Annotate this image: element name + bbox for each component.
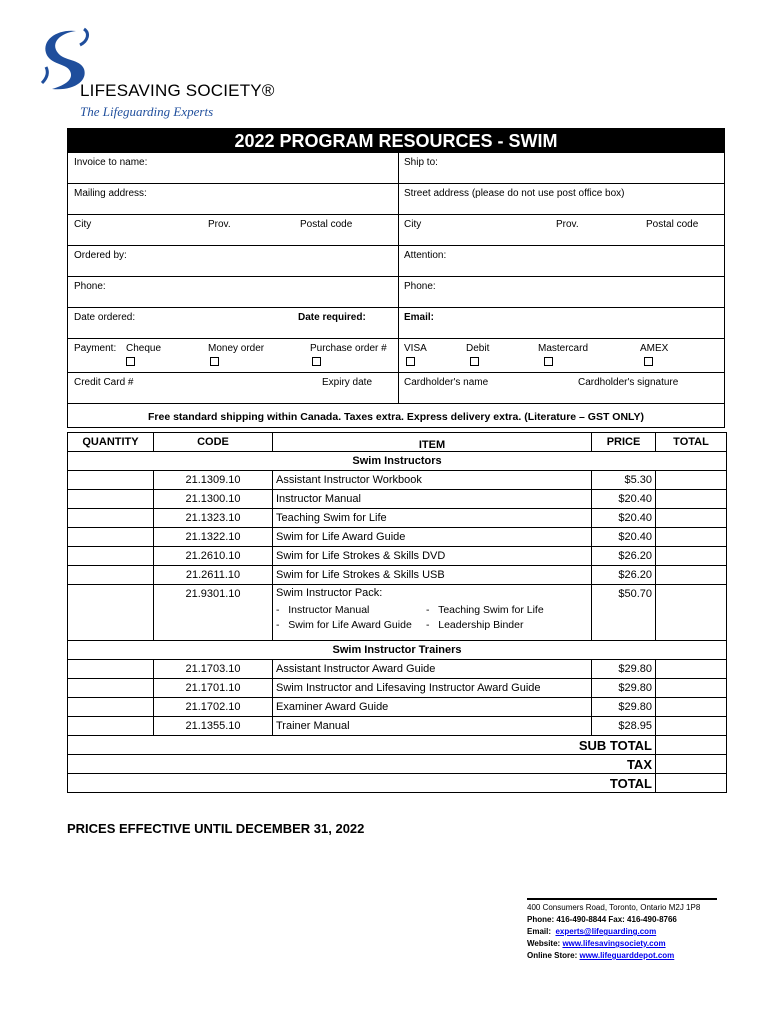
pack-contents: - Instructor Manual - Swim for Life Award Guide - Teaching Swim for Life - Leadership Binder bbox=[276, 604, 544, 631]
ship-prov-field[interactable]: Prov. bbox=[556, 219, 579, 230]
city-field[interactable]: City bbox=[74, 219, 92, 230]
cheque-checkbox[interactable] bbox=[126, 357, 135, 366]
contact-phone-fax: Phone: 416-490-8844 Fax: 416-490-8766 bbox=[527, 915, 677, 924]
purchase-order-label: Purchase order # bbox=[310, 343, 387, 354]
street-address-field[interactable]: Street address (please do not use post office box) bbox=[404, 188, 625, 199]
total-cell[interactable] bbox=[656, 471, 727, 490]
total-label: TOTAL bbox=[68, 774, 656, 793]
price-cell: $20.40 bbox=[592, 490, 656, 509]
pack-item: Instructor Manual bbox=[288, 604, 370, 616]
code-cell: 21.9301.10 bbox=[154, 585, 273, 641]
total-cell[interactable] bbox=[656, 566, 727, 585]
ship-city-field[interactable]: City bbox=[404, 219, 422, 230]
code-cell: 21.2610.10 bbox=[154, 547, 273, 566]
subtotal-label: SUB TOTAL bbox=[68, 736, 656, 755]
money-order-label: Money order bbox=[208, 343, 265, 354]
form-row-shipping-note bbox=[67, 404, 725, 428]
form-row-dates bbox=[67, 308, 725, 339]
form-row-credit-card bbox=[67, 373, 725, 404]
quantity-cell[interactable] bbox=[68, 528, 154, 547]
ship-postal-code-field[interactable]: Postal code bbox=[646, 219, 699, 230]
price-cell: $26.20 bbox=[592, 547, 656, 566]
pack-title: Swim Instructor Pack: bbox=[276, 587, 383, 599]
item-cell: Teaching Swim for Life bbox=[273, 509, 592, 528]
price-cell: $29.80 bbox=[592, 698, 656, 717]
contact-address: 400 Consumers Road, Toronto, Ontario M2J 1P8 bbox=[527, 903, 701, 912]
expiry-date-field[interactable]: Expiry date bbox=[322, 377, 373, 388]
header-quantity: QUANTITY bbox=[68, 433, 154, 452]
mastercard-label: Mastercard bbox=[538, 343, 589, 354]
total-cell[interactable] bbox=[656, 528, 727, 547]
price-cell: $29.80 bbox=[592, 679, 656, 698]
date-required-field[interactable]: Date required: bbox=[298, 312, 366, 323]
code-cell: 21.1702.10 bbox=[154, 698, 273, 717]
table-row bbox=[68, 528, 727, 547]
item-cell bbox=[273, 585, 592, 641]
postal-code-field[interactable]: Postal code bbox=[300, 219, 353, 230]
price-cell: $26.20 bbox=[592, 566, 656, 585]
section-swim-instructor-trainers: Swim Instructor Trainers bbox=[68, 641, 727, 660]
form-row-invoice bbox=[67, 153, 725, 184]
logo-name: LIFESAVING SOCIETY® bbox=[80, 81, 275, 100]
prov-field[interactable]: Prov. bbox=[208, 219, 231, 230]
price-cell: $29.80 bbox=[592, 660, 656, 679]
header-total: TOTAL bbox=[656, 433, 727, 452]
quantity-cell[interactable] bbox=[68, 547, 154, 566]
phone-field[interactable]: Phone: bbox=[74, 281, 106, 292]
order-form bbox=[67, 153, 725, 428]
tax-label: TAX bbox=[68, 755, 656, 774]
total-cell[interactable] bbox=[656, 698, 727, 717]
table-row bbox=[68, 509, 727, 528]
cardholder-signature-field[interactable]: Cardholder's signature bbox=[578, 377, 679, 388]
store-link[interactable]: www.lifeguarddepot.com bbox=[579, 951, 675, 960]
mastercard-checkbox[interactable] bbox=[544, 357, 553, 366]
quantity-cell[interactable] bbox=[68, 585, 154, 641]
item-cell: Assistant Instructor Award Guide bbox=[273, 660, 592, 679]
website-label: Website: bbox=[527, 939, 561, 948]
table-row bbox=[68, 679, 727, 698]
subtotal-cell[interactable] bbox=[656, 736, 727, 755]
debit-checkbox[interactable] bbox=[470, 357, 479, 366]
email-link[interactable]: experts@lifeguarding.com bbox=[555, 927, 657, 936]
visa-label: VISA bbox=[404, 343, 427, 354]
table-row bbox=[68, 698, 727, 717]
section-row bbox=[68, 452, 727, 471]
prices-effective-note: PRICES EFFECTIVE UNTIL DECEMBER 31, 2022 bbox=[67, 821, 365, 836]
item-cell: Trainer Manual bbox=[273, 717, 592, 736]
table-row bbox=[68, 490, 727, 509]
code-cell: 21.1309.10 bbox=[154, 471, 273, 490]
quantity-cell[interactable] bbox=[68, 509, 154, 528]
total-cell[interactable] bbox=[656, 717, 727, 736]
quantity-cell[interactable] bbox=[68, 717, 154, 736]
amex-label: AMEX bbox=[640, 343, 669, 354]
page-title: 2022 PROGRAM RESOURCES - SWIM bbox=[67, 128, 725, 153]
form-row-payment bbox=[67, 339, 725, 373]
email-field[interactable]: Email: bbox=[404, 312, 435, 323]
price-cell: $28.95 bbox=[592, 717, 656, 736]
grand-total-cell[interactable] bbox=[656, 774, 727, 793]
item-cell: Instructor Manual bbox=[273, 490, 592, 509]
item-cell: Assistant Instructor Workbook bbox=[273, 471, 592, 490]
ship-to-field[interactable]: Ship to: bbox=[404, 157, 438, 168]
total-cell[interactable] bbox=[656, 660, 727, 679]
price-cell: $20.40 bbox=[592, 528, 656, 547]
header-item: ITEM bbox=[273, 433, 592, 452]
total-cell[interactable] bbox=[656, 679, 727, 698]
pack-item: Teaching Swim for Life bbox=[438, 604, 544, 616]
total-cell[interactable] bbox=[656, 509, 727, 528]
form-row-city bbox=[67, 215, 725, 246]
code-cell: 21.1701.10 bbox=[154, 679, 273, 698]
item-cell: Swim for Life Award Guide bbox=[273, 528, 592, 547]
code-cell: 21.1323.10 bbox=[154, 509, 273, 528]
table-row bbox=[68, 471, 727, 490]
contact-divider bbox=[527, 898, 717, 900]
items-table bbox=[67, 432, 727, 793]
amex-checkbox[interactable] bbox=[644, 357, 653, 366]
logo-tagline: The Lifeguarding Experts bbox=[80, 104, 214, 119]
table-row bbox=[68, 660, 727, 679]
form-row-ordered-by bbox=[67, 246, 725, 277]
code-cell: 21.2611.10 bbox=[154, 566, 273, 585]
visa-checkbox[interactable] bbox=[406, 357, 415, 366]
price-cell: $50.70 bbox=[592, 585, 656, 641]
form-row-address bbox=[67, 184, 725, 215]
ship-phone-field[interactable]: Phone: bbox=[404, 281, 436, 292]
quantity-cell[interactable] bbox=[68, 471, 154, 490]
money-order-checkbox[interactable] bbox=[210, 357, 219, 366]
item-cell: Examiner Award Guide bbox=[273, 698, 592, 717]
table-row bbox=[68, 547, 727, 566]
debit-label: Debit bbox=[466, 343, 490, 354]
quantity-cell[interactable] bbox=[68, 679, 154, 698]
pack-item: Leadership Binder bbox=[438, 619, 524, 631]
item-cell: Swim for Life Strokes & Skills DVD bbox=[273, 547, 592, 566]
item-cell: Swim for Life Strokes & Skills USB bbox=[273, 566, 592, 585]
table-row bbox=[68, 566, 727, 585]
code-cell: 21.1300.10 bbox=[154, 490, 273, 509]
pack-item: Swim for Life Award Guide bbox=[288, 619, 412, 631]
cardholder-name-field[interactable]: Cardholder's name bbox=[404, 377, 489, 388]
code-cell: 21.1322.10 bbox=[154, 528, 273, 547]
mailing-address-field[interactable]: Mailing address: bbox=[74, 188, 147, 199]
header-code: CODE bbox=[154, 433, 273, 452]
form-row-phone bbox=[67, 277, 725, 308]
section-row bbox=[68, 641, 727, 660]
code-cell: 21.1703.10 bbox=[154, 660, 273, 679]
ordered-by-field[interactable]: Ordered by: bbox=[74, 250, 127, 261]
email-label: Email: bbox=[527, 927, 552, 936]
date-ordered-field[interactable]: Date ordered: bbox=[74, 312, 136, 323]
header-price: PRICE bbox=[592, 433, 656, 452]
total-cell[interactable] bbox=[656, 585, 727, 641]
table-row bbox=[68, 717, 727, 736]
code-cell: 21.1355.10 bbox=[154, 717, 273, 736]
purchase-order-checkbox[interactable] bbox=[312, 357, 321, 366]
tax-row bbox=[68, 755, 727, 774]
credit-card-field[interactable]: Credit Card # bbox=[74, 377, 134, 388]
price-cell: $20.40 bbox=[592, 509, 656, 528]
section-swim-instructors: Swim Instructors bbox=[68, 452, 727, 471]
quantity-cell[interactable] bbox=[68, 698, 154, 717]
total-cell[interactable] bbox=[656, 490, 727, 509]
store-label: Online Store: bbox=[527, 951, 578, 960]
total-row bbox=[68, 774, 727, 793]
tax-cell[interactable] bbox=[656, 755, 727, 774]
invoice-to-field[interactable]: Invoice to name: bbox=[74, 157, 148, 168]
quantity-cell[interactable] bbox=[68, 660, 154, 679]
total-cell[interactable] bbox=[656, 547, 727, 566]
cheque-label: Cheque bbox=[126, 343, 162, 354]
attention-field[interactable]: Attention: bbox=[404, 250, 447, 261]
contact-block bbox=[527, 898, 717, 962]
shipping-note: Free standard shipping within Canada. Taxes extra. Express delivery extra. (Literature – GST ONLY) bbox=[148, 411, 644, 423]
quantity-cell[interactable] bbox=[68, 566, 154, 585]
table-row-pack bbox=[68, 585, 727, 641]
table-header-row bbox=[68, 433, 727, 452]
price-cell: $5.30 bbox=[592, 471, 656, 490]
website-link[interactable]: www.lifesavingsociety.com bbox=[562, 939, 666, 948]
subtotal-row bbox=[68, 736, 727, 755]
item-cell: Swim Instructor and Lifesaving Instructor Award Guide bbox=[273, 679, 592, 698]
payment-label: Payment: bbox=[74, 343, 117, 354]
quantity-cell[interactable] bbox=[68, 490, 154, 509]
